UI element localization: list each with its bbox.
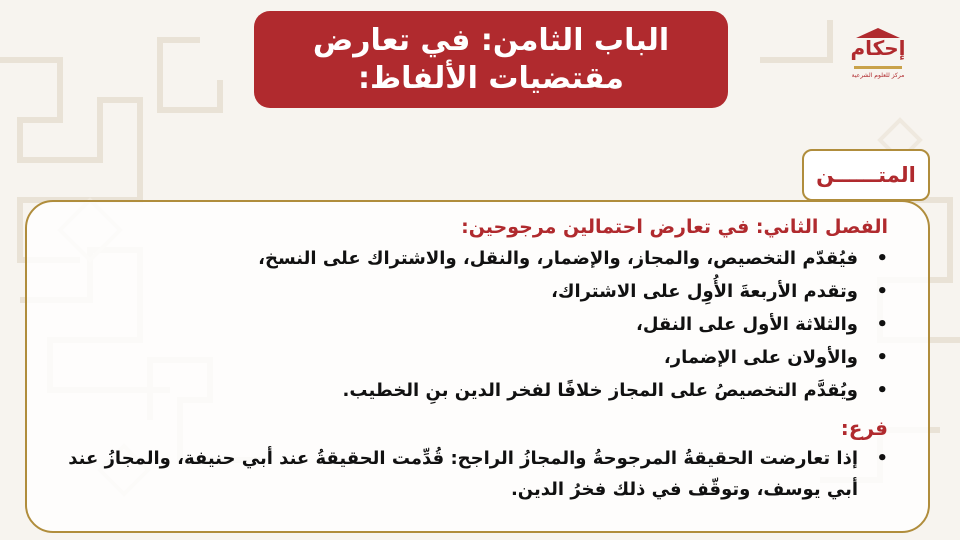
ihkam-logo — [848, 26, 908, 98]
branch-list — [61, 443, 888, 505]
matn-tab — [802, 149, 930, 201]
list-item: • وتقدم الأربعةَ الأُوِل على الاشتراك، — [61, 275, 874, 308]
logo-word: إحكام — [850, 36, 906, 60]
list-item: • والثلاثة الأول على النقل، — [61, 308, 874, 341]
list-item: • ويُقدَّم التخصيصُ على المجاز خلافًا لفخر الدين بنِ الخطيب. — [61, 374, 874, 407]
section-heading: الفصل الثاني: في تعارض احتمالين مرجوحين: — [461, 216, 888, 238]
content-panel — [25, 200, 930, 533]
chapter-title-line2: مقتضيات الألفاظ: — [358, 60, 624, 96]
section-list — [61, 242, 888, 407]
branch-heading: فرع: — [840, 416, 888, 440]
list-item: • إذا تعارضت الحقيقةُ المرجوحةُ والمجازُ الراجح: قُدِّمت الحقيقةُ عند أبي حنيفة، والمجازُ عند أبي يوسف، وتوقّف في ذلك فخرُ الدين. — [61, 443, 874, 505]
matn-tab-label: المتــــــن — [816, 163, 916, 187]
chapter-title-line1: الباب الثامن: في تعارض — [312, 22, 670, 58]
logo-subtitle: مركز للعلوم الشرعية — [851, 72, 905, 79]
list-item: • فيُقدّم التخصيص، والمجاز، والإضمار، والنقل، والاشتراك على النسخ، — [61, 242, 874, 275]
list-item: • والأولان على الإضمار، — [61, 341, 874, 374]
chapter-title-banner — [254, 11, 728, 108]
